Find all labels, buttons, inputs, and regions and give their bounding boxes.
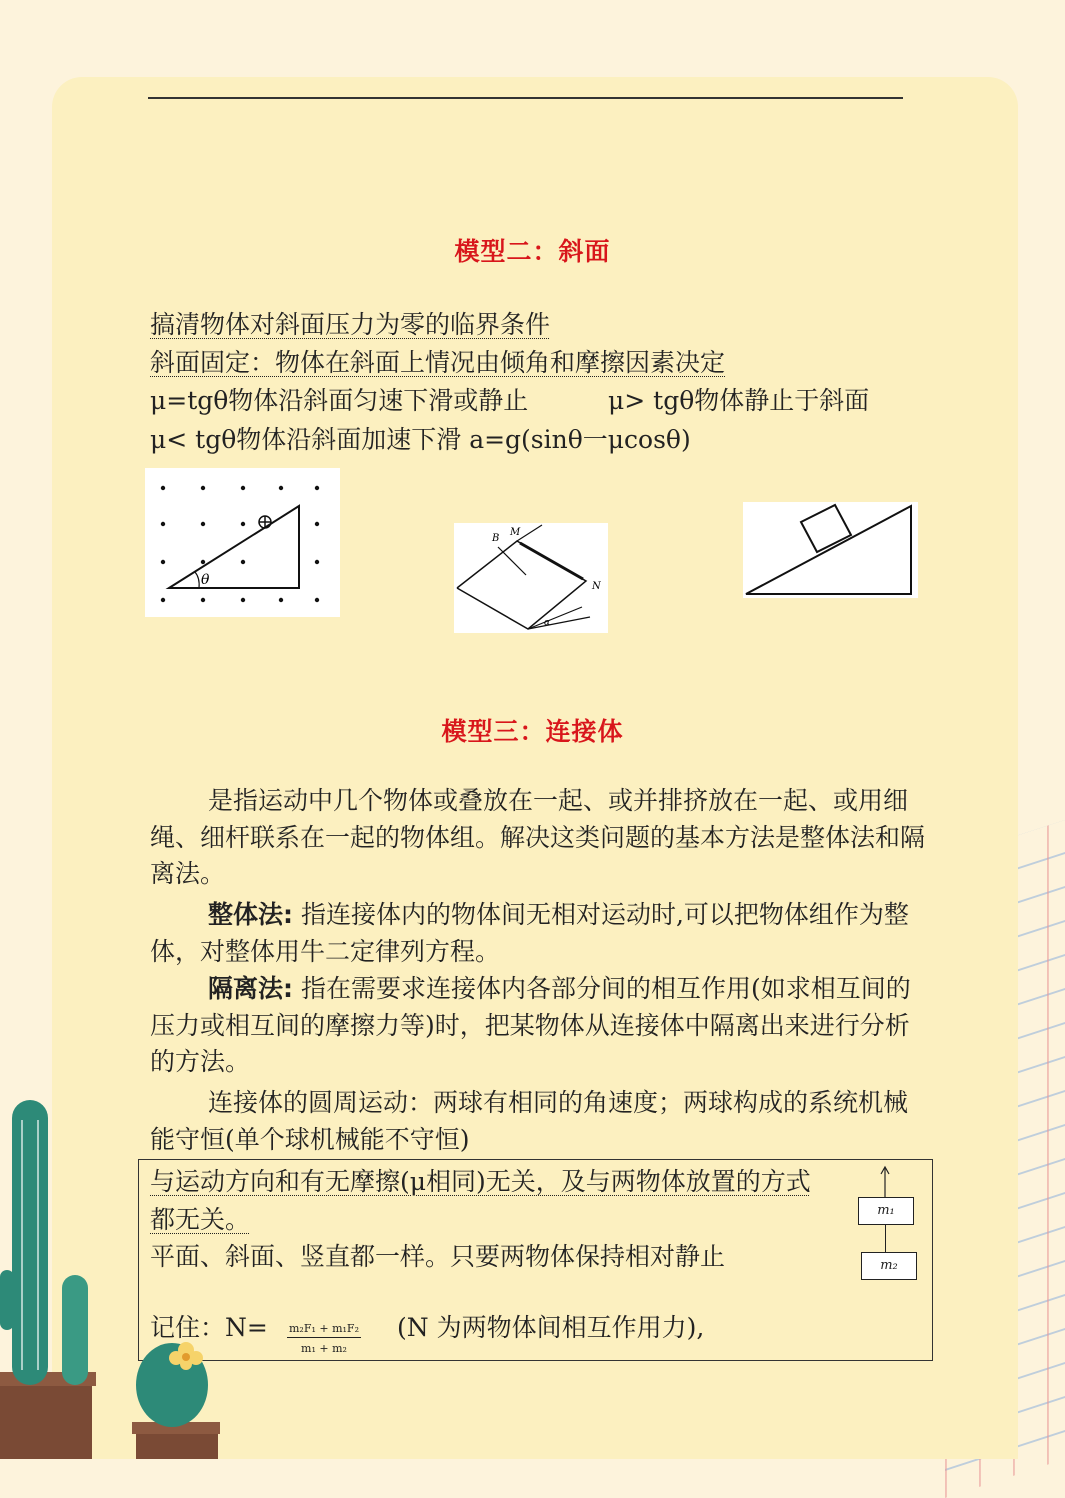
formula-denominator: m₁ + m₂ <box>301 1342 347 1355</box>
incline-figure-1 <box>145 468 340 617</box>
incline-figure-2 <box>454 523 608 633</box>
block-m2: m₂ <box>861 1252 917 1280</box>
theta-label: θ <box>201 572 210 588</box>
model3-para2: 整体法: 指连接体内的物体间无相对运动时,可以把物体组作为整体，对整体用牛二定律列方程。 <box>150 900 909 966</box>
formula-numerator: m₂F₁ + m₁F₂ <box>287 1322 361 1338</box>
label-alpha: α <box>544 618 551 628</box>
label-n: N <box>592 581 601 592</box>
dot-grid-triangle <box>145 468 340 617</box>
model3-para3: 隔离法: 指在需要求连接体内各部分间的相互作用(如求相互间的压力或相互间的摩擦力等)时，把某物体从连接体中隔离出来进行分析的方法。 <box>150 974 911 1076</box>
block-on-incline <box>743 502 918 598</box>
incline-figure-3 <box>743 502 918 598</box>
model2-line3a: μ=tgθ物体沿斜面匀速下滑或静止 <box>150 386 529 415</box>
formula-fraction <box>287 1322 361 1355</box>
label-b: B <box>492 533 500 544</box>
block-m1: m₁ <box>858 1197 914 1225</box>
model2-title: 模型二：斜面 <box>454 237 611 266</box>
formula-prefix: 记住：N= <box>150 1313 268 1342</box>
connector-rod <box>885 1225 886 1254</box>
formula-note: (N 为两物体间相互作用力), <box>397 1313 705 1342</box>
model2-line4: μ< tgθ物体沿斜面加速下滑 a=g(sinθ一μcosθ) <box>150 425 691 454</box>
box-line1: 与运动方向和有无摩擦(μ相同)无关，及与两物体放置的方式 <box>150 1167 811 1196</box>
arrow-up-icon <box>877 1164 893 1198</box>
cactus-decoration <box>0 1100 230 1459</box>
rotated-frame-diagram <box>454 523 608 633</box>
label-m: M <box>510 527 521 538</box>
model2-line2: 斜面固定：物体在斜面上情况由倾角和摩擦因素决定 <box>150 348 726 377</box>
box-line3: 平面、斜面、竖直都一样。只要两物体保持相对静止 <box>150 1242 726 1271</box>
top-rule <box>148 97 903 99</box>
model3-title: 模型三：连接体 <box>441 717 624 746</box>
box-line2: 都无关。 <box>150 1205 251 1234</box>
model2-line1: 搞清物体对斜面压力为零的临界条件 <box>150 310 551 339</box>
model3-para1: 是指运动中几个物体或叠放在一起、或并排挤放在一起、或用细绳、细杆联系在一起的物体组。解决这类问题的基本方法是整体法和隔离法。 <box>150 786 926 888</box>
model3-para4: 连接体的圆周运动：两球有相同的角速度；两球构成的系统机械能守恒(单个球机械能不守恒) <box>150 1088 909 1154</box>
model2-line3b: μ> tgθ物体静止于斜面 <box>608 386 870 415</box>
boxed-note <box>138 1159 933 1361</box>
